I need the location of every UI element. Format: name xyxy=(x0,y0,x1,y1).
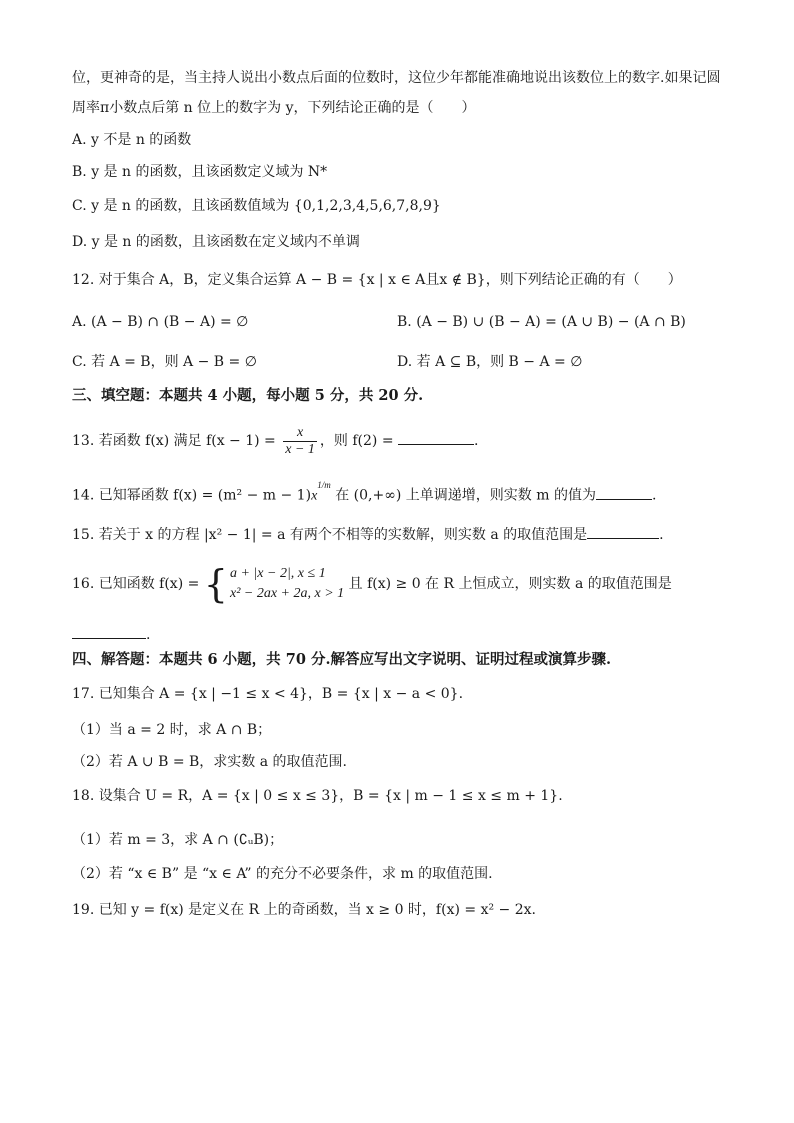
question-11-line-2: 周率π小数点后第 n 位上的数字为 y，下列结论正确的是（ ） xyxy=(72,100,476,116)
question-15: 15. 若关于 x 的方程 |x² − 1| = a 有两个不相等的实数解，则实数 a 的取值范围是 . xyxy=(72,524,664,545)
fraction-denominator: x − 1 xyxy=(285,441,315,457)
question-13-suffix: ，则 f(2) = xyxy=(319,433,399,449)
question-11-option-a: A. y 不是 n 的函数 xyxy=(72,132,192,148)
question-18-stem: 18. 设集合 U = R，A = {x | 0 ≤ x ≤ 3}，B = {x | m − 1 ≤ x ≤ m + 1}. xyxy=(72,788,563,804)
question-17-part-2: （2）若 A ∪ B = B，求实数 a 的取值范围. xyxy=(72,754,348,770)
question-12-stem: 12. 对于集合 A，B，定义集合运算 A − B = {x | x ∈ A且x ∉ B}，则下列结论正确的有（ ） xyxy=(72,272,682,288)
question-11-option-c: C. y 是 n 的函数，且该函数值域为 {0,1,2,3,4,5,6,7,8,9} xyxy=(72,198,441,214)
question-16-suffix: 且 f(x) ≥ 0 在 R 上恒成立，则实数 a 的取值范围是 xyxy=(344,576,672,592)
answer-blank xyxy=(398,430,474,445)
question-14-prefix: 14. 已知幂函数 f(x) = (m² − m − 1) xyxy=(72,487,312,504)
question-17-part-1: （1）当 a = 2 时，求 A ∩ B； xyxy=(72,722,272,738)
question-19-stem: 19. 已知 y = f(x) 是定义在 R 上的奇函数，当 x ≥ 0 时，f(x) = x² − 2x. xyxy=(72,902,536,918)
question-11-option-d: D. y 是 n 的函数，且该函数在定义域内不单调 xyxy=(72,234,360,250)
case-2: x² − 2ax + 2a, x > 1 xyxy=(229,586,345,601)
section-4-heading: 四、解答题：本题共 6 小题，共 70 分.解答应写出文字说明、证明过程或演算步骤. xyxy=(72,651,612,668)
question-12-option-d: D. 若 A ⊆ B，则 B − A = ∅ xyxy=(397,354,583,370)
question-16-prefix: 16. 已知函数 f(x) = xyxy=(72,576,204,592)
power-base: x xyxy=(311,488,318,504)
answer-blank xyxy=(596,485,652,500)
question-11-line-1: 位，更神奇的是，当主持人说出小数点后面的位数时，这位少年都能准确地说出该数位上的数字.如果记圆 xyxy=(72,70,721,86)
question-12-option-b: B. (A − B) ∪ (B − A) = (A ∪ B) − (A ∩ B) xyxy=(397,314,686,330)
question-13-prefix: 13. 若函数 f(x) 满足 f(x − 1) = xyxy=(72,433,281,449)
power-exponent: 1/m xyxy=(317,480,331,490)
piecewise-cases xyxy=(230,564,344,604)
question-18-part-2: （2）若 “x ∈ B” 是 “x ∈ A” 的充分不必要条件，求 m 的取值范围. xyxy=(72,866,493,882)
case-1: a + |x − 2|, x ≤ 1 xyxy=(229,566,326,581)
question-11-option-b: B. y 是 n 的函数，且该函数定义域为 N* xyxy=(72,164,328,180)
fraction xyxy=(283,425,317,458)
question-12-option-c: C. 若 A = B，则 A − B = ∅ xyxy=(72,354,257,370)
question-14-suffix: 在 (0,+∞) 上单调递增，则实数 m 的值为 xyxy=(330,487,596,504)
answer-blank xyxy=(587,524,659,539)
question-16-answer-line: . xyxy=(72,624,150,645)
question-18-part-1: （1）若 m = 3，求 A ∩ (∁ᵤB)； xyxy=(72,832,284,848)
left-brace: { xyxy=(203,562,228,606)
answer-blank xyxy=(72,624,146,639)
question-12-option-a: A. (A − B) ∩ (B − A) = ∅ xyxy=(72,314,249,330)
fraction-numerator: x xyxy=(283,425,317,442)
question-16 xyxy=(72,562,672,606)
question-15-text: 15. 若关于 x 的方程 |x² − 1| = a 有两个不相等的实数解，则实数 a 的取值范围是 xyxy=(72,527,588,543)
question-13: 13. 若函数 f(x) 满足 f(x − 1) = $\frac{x}{x - 1}$ ，则 f(2) = . xyxy=(72,424,479,457)
section-3-heading: 三、填空题：本题共 4 小题，每小题 5 分，共 20 分. xyxy=(72,387,424,404)
question-14: 14. 已知幂函数 $f(x) = (m^2 - m - 1)x^{1/m}$ 在 (0,+∞) 上单调递增，则实数 m 的值为 . xyxy=(72,480,657,504)
question-17-stem: 17. 已知集合 A = {x | −1 ≤ x < 4}，B = {x | x − a < 0}. xyxy=(72,686,464,702)
